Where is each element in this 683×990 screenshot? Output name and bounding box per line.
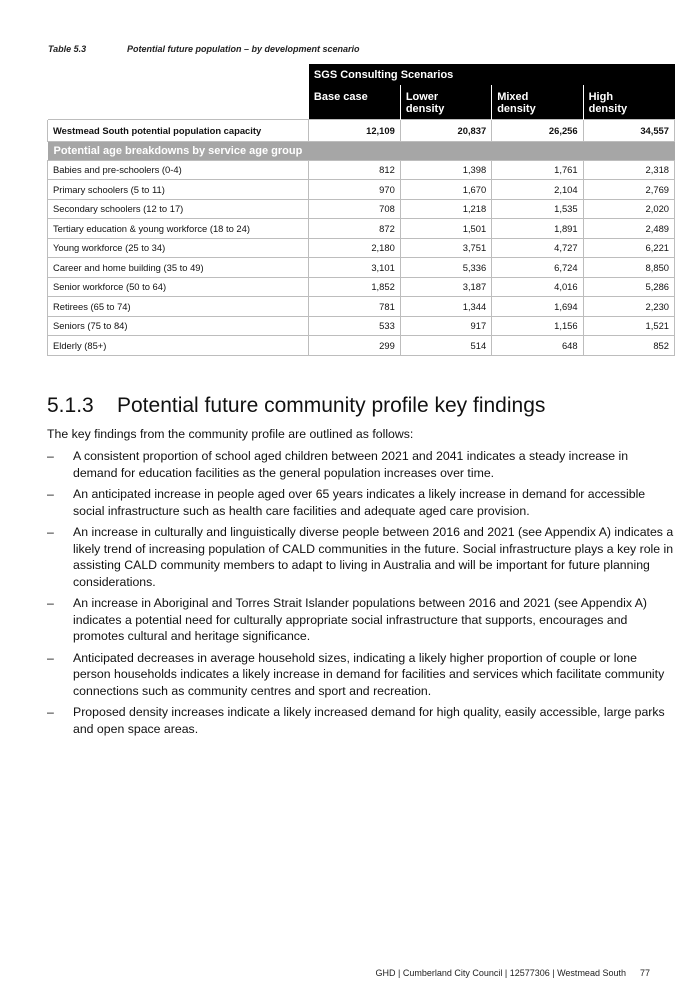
table-row	[48, 336, 675, 356]
table-cell: 1,852	[309, 277, 400, 297]
table-cell: 2,318	[583, 160, 674, 180]
table-row	[48, 277, 675, 297]
row-label: Young workforce (25 to 34)	[48, 238, 309, 258]
table-cell: 648	[492, 336, 583, 356]
footer-text: GHD | Cumberland City Council | 12577306 | Westmead South	[375, 968, 626, 978]
column-header	[583, 85, 674, 119]
table-row	[48, 297, 675, 317]
capacity-row	[48, 119, 675, 141]
page-number: 77	[639, 968, 650, 978]
column-header-line: density	[405, 103, 445, 115]
table-cell: 533	[309, 316, 400, 336]
table-caption-number: Table 5.3	[48, 44, 87, 54]
finding-text: An anticipated increase in people aged over 65 years indicates a likely increase in demand for accessible social infrastructure such as health care facilities and adequate aged care provision.	[73, 487, 646, 518]
table-cell: 1,535	[492, 199, 583, 219]
table-cell: 1,218	[400, 199, 491, 219]
row-label: Babies and pre-schoolers (0-4)	[48, 160, 309, 180]
table-cell: 12,109	[309, 119, 400, 141]
table-cell: 2,769	[583, 180, 674, 200]
row-label: Secondary schoolers (12 to 17)	[48, 199, 309, 219]
list-item	[47, 595, 675, 645]
section-intro: The key findings from the community profile are outlined as follows:	[47, 427, 414, 441]
table-cell: 1,398	[400, 160, 491, 180]
table-caption-title: Potential future population – by development scenario	[127, 44, 360, 54]
table-cell: 4,727	[492, 238, 583, 258]
table-cell: 708	[309, 199, 400, 219]
table-column-header-row	[48, 85, 675, 119]
table-cell: 1,521	[583, 316, 674, 336]
column-header	[400, 85, 491, 119]
table-caption	[48, 44, 360, 54]
table-row	[48, 219, 675, 239]
table-cell: 1,761	[492, 160, 583, 180]
finding-text: Anticipated decreases in average household sizes, indicating a likely higher proportion of couple or lone person households indicates a likely increase in demand for facilities and services which facilitate community connections such as community centres and sport and recreation.	[73, 650, 665, 698]
table-cell: 514	[400, 336, 491, 356]
list-item	[47, 704, 675, 737]
finding-text: A consistent proportion of school aged children between 2021 and 2041 indicates a steady increase in demand for education facilities as the general population increases over time.	[73, 449, 629, 480]
column-header-line: Mixed	[497, 91, 529, 103]
column-header-line: Lower	[405, 91, 439, 103]
table-cell: 2,104	[492, 180, 583, 200]
table-cell: 1,156	[492, 316, 583, 336]
table-cell: 3,101	[309, 258, 400, 278]
bullet-dash: –	[47, 596, 54, 610]
finding-text: An increase in Aboriginal and Torres Strait Islander populations between 2016 and 2021 (see Appendix A) indicates a potential need for culturally appropriate social infrastructure that supports, encourages and promotes cultural and heritage significance.	[73, 596, 648, 643]
row-label: Elderly (85+)	[48, 336, 309, 356]
row-label: Career and home building (35 to 49)	[48, 258, 309, 278]
table-cell: 8,850	[583, 258, 674, 278]
table-cell: 781	[309, 297, 400, 317]
column-header-line: density	[497, 103, 536, 115]
group-header-row	[48, 141, 675, 160]
list-item	[47, 486, 675, 519]
table-cell: 2,489	[583, 219, 674, 239]
table-cell: 872	[309, 219, 400, 239]
table-cell: 6,724	[492, 258, 583, 278]
table-cell: 299	[309, 336, 400, 356]
section-heading	[47, 394, 545, 418]
table-header-row	[48, 64, 675, 85]
page-footer	[376, 968, 651, 978]
table-row	[48, 238, 675, 258]
table-row	[48, 199, 675, 219]
row-label: Retirees (65 to 74)	[48, 297, 309, 317]
table-cell: 5,286	[583, 277, 674, 297]
list-item	[47, 524, 675, 590]
bullet-dash: –	[47, 487, 54, 501]
table-cell: 2,020	[583, 199, 674, 219]
table-cell: 1,694	[492, 297, 583, 317]
table-cell: 852	[583, 336, 674, 356]
list-item	[47, 650, 675, 700]
bullet-dash: –	[47, 449, 54, 463]
table-row	[48, 160, 675, 180]
row-label: Tertiary education & young workforce (18 to 24)	[48, 219, 309, 239]
table-cell: 917	[400, 316, 491, 336]
table-cell: 26,256	[492, 119, 583, 141]
bullet-dash: –	[47, 705, 54, 719]
table-cell: 5,336	[400, 258, 491, 278]
table-cell: 1,501	[400, 219, 491, 239]
column-header-line: High	[588, 91, 614, 103]
bullet-dash: –	[47, 650, 54, 665]
column-header	[309, 85, 400, 119]
bullet-dash: –	[47, 525, 54, 539]
column-header-line: density	[588, 103, 628, 115]
table-cell: 4,016	[492, 277, 583, 297]
row-label: Seniors (75 to 84)	[48, 316, 309, 336]
findings-list	[47, 448, 675, 742]
section-title: Potential future community profile key findings	[117, 394, 546, 417]
finding-text: An increase in culturally and linguistically diverse people between 2016 and 2021 (see Appendix A) indicates a likely trend of increasing population of CALD communities in the future. Social infrastructure plays a key role in assisting CALD community members to adapt to living in Australia and will be important for future planning considerations.	[73, 525, 674, 589]
table-cell: 812	[309, 160, 400, 180]
column-header	[492, 85, 583, 119]
table-cell: 1,344	[400, 297, 491, 317]
table-cell: 34,557	[583, 119, 674, 141]
table-cell: 1,891	[492, 219, 583, 239]
capacity-label: Westmead South potential population capacity	[48, 119, 309, 141]
table-cell: 3,751	[400, 238, 491, 258]
table-cell: 1,670	[400, 180, 491, 200]
group-header: Potential age breakdowns by service age group	[48, 141, 675, 160]
table-cell: 970	[309, 180, 400, 200]
list-item	[47, 448, 675, 481]
table-cell: 2,230	[583, 297, 674, 317]
column-header-line: Base case	[313, 91, 368, 103]
scenario-header: SGS Consulting Scenarios	[309, 64, 675, 85]
row-label: Primary schoolers (5 to 11)	[48, 180, 309, 200]
table-row	[48, 258, 675, 278]
table-cell: 20,837	[400, 119, 491, 141]
population-table	[47, 64, 675, 356]
row-label: Senior workforce (50 to 64)	[48, 277, 309, 297]
table-cell: 6,221	[583, 238, 674, 258]
section-number: 5.1.3	[47, 394, 94, 417]
table-row	[48, 180, 675, 200]
finding-text: Proposed density increases indicate a likely increased demand for high quality, easily accessible, large parks and open space areas.	[73, 705, 665, 736]
table-row	[48, 316, 675, 336]
table-cell: 3,187	[400, 277, 491, 297]
table-cell: 2,180	[309, 238, 400, 258]
